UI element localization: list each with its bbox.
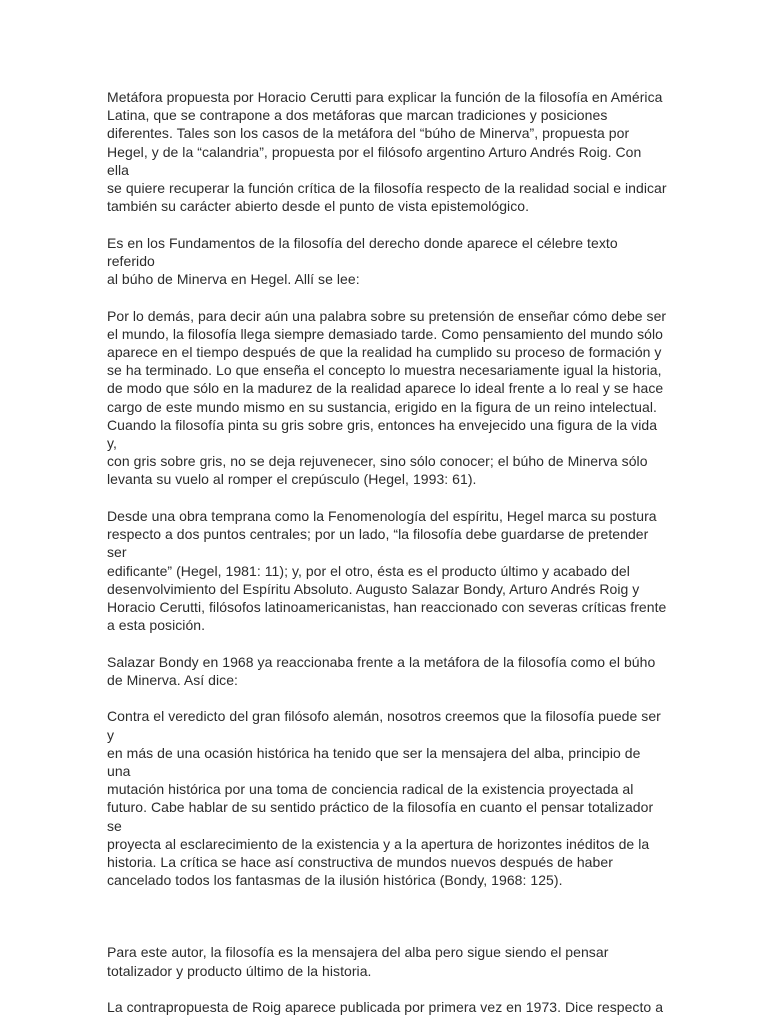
paragraph-fundamentos: Es en los Fundamentos de la filosofía del derecho donde aparece el célebre texto referido al búho de Minerva en Hegel. Allí se lee: [107,234,618,288]
paragraph-intro: Metáfora propuesta por Horacio Cerutti para explicar la función de la filosofía en América Latina, que se contrapone a dos metáforas que marcan tradiciones y posiciones diferentes. Tales son los casos de la metáfora del “búho de Minerva”, propuesta por Hegel, y de la “calandria”, propuesta por el filósofo argentino Arturo Andrés Roig. Con ella se quiere recuperar la función crítica de la filosofía respecto de la realidad social e indicar también su carácter abierto desde el punto de vista epistemológico. [107,89,667,215]
paragraph-spacer [107,489,667,507]
quote-hegel: Por lo demás, para decir aún una palabra sobre su pretensión de enseñar cómo debe ser el mundo, la filosofía llega siempre demasiado tarde. Como pensamiento del mundo sólo aparece en el tiempo después de que la realidad ha cumplido su proceso de formación y se ha terminado. Lo que enseña el concepto lo muestra necesariamente igual la historia, de modo que sólo en la madurez de la realidad aparece lo ideal frente a lo real y se hace cargo de este mundo mismo en su sustancia, erigido en la figura de un reino intelectual. Cuando la filosofía pinta su gris sobre gris, entonces ha envejecido una figura de la vida y, con gris sobre gris, no se deja rejuvenecer, sino sólo conocer; el búho de Minerva sólo levanta su vuelo al romper el crepúsculo (Hegel, 1993: 61). [107,307,667,488]
paragraph-roig: La contrapropuesta de Roig aparece publicada por primera vez en 1973. Dice respecto a [107,999,664,1016]
paragraph-spacer [107,689,667,707]
paragraph-salazar-bondy: Salazar Bondy en 1968 ya reaccionaba frente a la metáfora de la filosofía como el búho de Minerva. Así dice: [107,653,656,688]
paragraph-autor: Para este autor, la filosofía es la mensajera del alba pero sigue siendo el pensar totalizador y producto último de la historia. [107,944,609,979]
paragraph-fenomenologia: Desde una obra temprana como la Fenomenología del espíritu, Hegel marca su postura respecto a dos puntos centrales; por un lado, “la filosofía debe guardarse de pretender ser edificante” (Hegel, 1981: 11); y, por el otro, ésta es el producto último y acabado del desenvolvimiento del Espíritu Absoluto. Augusto Salazar Bondy, Arturo Andrés Roig y Horacio Cerutti, filósofos latinoamericanistas, han reaccionado con severas críticas frente a esta posición. [107,507,667,634]
paragraph-spacer [107,980,667,998]
paragraph-spacer [107,634,667,652]
paragraph-spacer [107,288,667,306]
quote-bondy: Contra el veredicto del gran filósofo alemán, nosotros creemos que la filosofía puede ser y en más de una ocasión histórica ha tenido que ser la mensajera del alba, principio de una mutación histórica por una toma de conciencia radical de la existencia proyectada al futuro. Cabe hablar de su sentido práctico de la filosofía en cuanto el pensar totalizador se proyecta al esclarecimiento de la existencia y a la apertura de horizontes inéditos de la historia. La crítica se hace así constructiva de mundos nuevos después de haber cancelado todos los fantasmas de la ilusión histórica (Bondy, 1968: 125). [107,708,661,889]
document-body [107,88,667,1016]
section-spacer [107,889,667,943]
paragraph-spacer [107,215,667,233]
